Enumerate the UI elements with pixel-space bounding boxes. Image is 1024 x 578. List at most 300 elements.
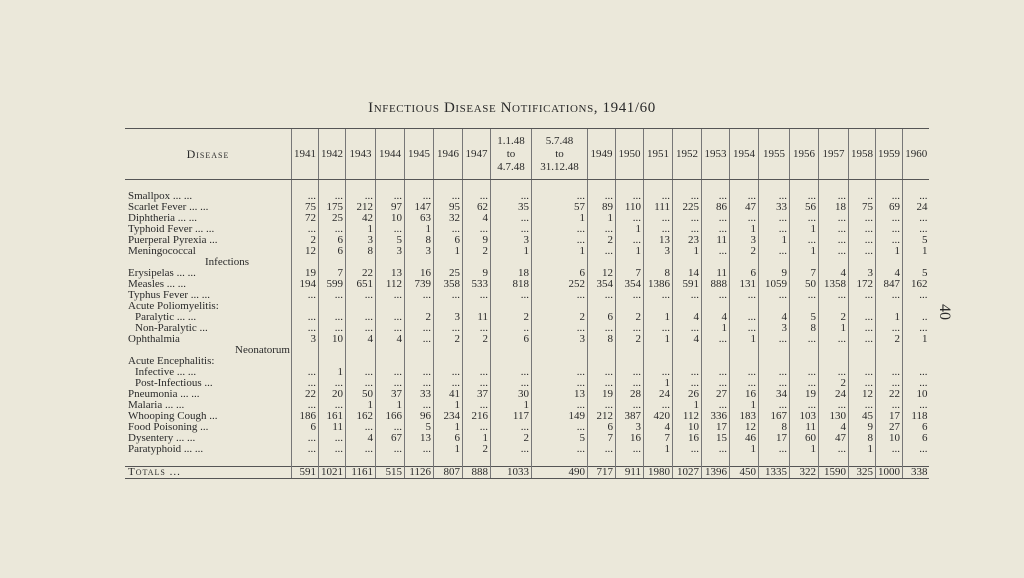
count-cell: ... bbox=[345, 378, 375, 389]
count-cell: 13 bbox=[531, 389, 587, 400]
count-cell bbox=[345, 257, 375, 268]
count-cell: 1 bbox=[643, 378, 672, 389]
count-cell: ... bbox=[615, 191, 643, 202]
count-cell: ... bbox=[462, 323, 490, 334]
count-cell: 14 bbox=[672, 268, 701, 279]
count-cell: 1 bbox=[615, 224, 643, 235]
count-cell: ... bbox=[490, 213, 531, 224]
count-cell: 6 bbox=[531, 268, 587, 279]
count-cell: 3 bbox=[848, 268, 875, 279]
count-cell: 4 bbox=[701, 312, 729, 323]
count-cell: ... bbox=[318, 323, 345, 334]
count-cell: ... bbox=[490, 224, 531, 235]
table-row bbox=[125, 323, 929, 334]
count-cell: 4 bbox=[672, 334, 701, 345]
count-cell bbox=[345, 356, 375, 367]
count-cell: ... bbox=[818, 235, 848, 246]
count-cell bbox=[404, 356, 433, 367]
disease-name: Paratyphoid ... ... bbox=[128, 444, 204, 455]
count-cell: ... bbox=[587, 378, 615, 389]
count-cell: ... bbox=[758, 213, 789, 224]
count-cell: 6 bbox=[490, 334, 531, 345]
column-header-year: 1.1.48 to 4.7.48 bbox=[490, 129, 531, 180]
count-cell: ... bbox=[345, 290, 375, 301]
disease-name: Infective ... ... bbox=[135, 367, 197, 378]
count-cell: 27 bbox=[701, 389, 729, 400]
count-cell: ... bbox=[902, 290, 929, 301]
column-header-disease: Disease bbox=[125, 129, 291, 180]
count-cell: 450 bbox=[729, 467, 758, 479]
count-cell: 111 bbox=[643, 202, 672, 213]
count-cell: ... bbox=[318, 400, 345, 411]
count-cell: 13 bbox=[643, 235, 672, 246]
count-cell: ... bbox=[875, 323, 902, 334]
count-cell: ... bbox=[848, 334, 875, 345]
count-cell bbox=[789, 301, 818, 312]
count-cell: ... bbox=[789, 290, 818, 301]
disease-name: Smallpox ... ... bbox=[128, 191, 193, 202]
count-cell: 162 bbox=[902, 279, 929, 290]
count-cell: ... bbox=[462, 224, 490, 235]
table-row bbox=[125, 213, 929, 224]
count-cell: 4 bbox=[672, 312, 701, 323]
table-spacer-row bbox=[125, 180, 929, 192]
count-cell: 1 bbox=[318, 367, 345, 378]
table-row bbox=[125, 356, 929, 367]
table-row bbox=[125, 367, 929, 378]
count-cell: ... bbox=[701, 400, 729, 411]
count-cell: 8 bbox=[789, 323, 818, 334]
count-cell: 1 bbox=[789, 246, 818, 257]
count-cell bbox=[818, 301, 848, 312]
count-cell: 1386 bbox=[643, 279, 672, 290]
count-cell: 166 bbox=[375, 411, 404, 422]
count-cell: 19 bbox=[789, 389, 818, 400]
count-cell: ... bbox=[404, 191, 433, 202]
count-cell: 37 bbox=[462, 389, 490, 400]
count-cell: 162 bbox=[345, 411, 375, 422]
count-cell: 131 bbox=[729, 279, 758, 290]
count-cell: 8 bbox=[848, 433, 875, 444]
count-cell: 1 bbox=[615, 246, 643, 257]
count-cell: ... bbox=[672, 323, 701, 334]
count-cell: 1 bbox=[643, 312, 672, 323]
count-cell: 12 bbox=[848, 389, 875, 400]
count-cell: ... bbox=[318, 290, 345, 301]
count-cell bbox=[758, 301, 789, 312]
count-cell bbox=[318, 257, 345, 268]
disease-name: Scarlet Fever ... ... bbox=[128, 202, 209, 213]
count-cell: 47 bbox=[818, 433, 848, 444]
count-cell: 130 bbox=[818, 411, 848, 422]
count-cell: ... bbox=[729, 378, 758, 389]
count-cell bbox=[701, 257, 729, 268]
table-row bbox=[125, 257, 929, 268]
count-cell: 32 bbox=[433, 213, 462, 224]
count-cell: ... bbox=[404, 378, 433, 389]
count-cell: 6 bbox=[902, 433, 929, 444]
count-cell: ... bbox=[345, 312, 375, 323]
page-number: 40 bbox=[936, 304, 953, 320]
count-cell: 1000 bbox=[875, 467, 902, 479]
table-row bbox=[125, 312, 929, 323]
count-cell bbox=[462, 345, 490, 356]
count-cell: 18 bbox=[490, 268, 531, 279]
count-cell: ... bbox=[291, 290, 318, 301]
count-cell: ... bbox=[615, 444, 643, 455]
count-cell: 4 bbox=[758, 312, 789, 323]
count-cell: 3 bbox=[345, 235, 375, 246]
count-cell: ... bbox=[701, 191, 729, 202]
count-cell: ... bbox=[758, 191, 789, 202]
count-cell: ... bbox=[818, 400, 848, 411]
count-cell: ... bbox=[404, 323, 433, 334]
count-cell: 26 bbox=[672, 389, 701, 400]
count-cell bbox=[404, 301, 433, 312]
disease-name: Acute Poliomyelitis: bbox=[128, 301, 219, 312]
count-cell bbox=[587, 257, 615, 268]
count-cell: ... bbox=[587, 400, 615, 411]
count-cell: 3 bbox=[531, 334, 587, 345]
count-cell: 50 bbox=[789, 279, 818, 290]
column-header-year: 1943 bbox=[345, 129, 375, 180]
count-cell: ... bbox=[701, 224, 729, 235]
count-cell: 19 bbox=[291, 268, 318, 279]
count-cell: 1 bbox=[758, 235, 789, 246]
count-cell: ... bbox=[818, 444, 848, 455]
count-cell bbox=[291, 257, 318, 268]
column-header-year: 1946 bbox=[433, 129, 462, 180]
count-cell: 17 bbox=[758, 433, 789, 444]
count-cell: ... bbox=[345, 191, 375, 202]
count-cell: 34 bbox=[758, 389, 789, 400]
table-row bbox=[125, 411, 929, 422]
count-cell: 110 bbox=[615, 202, 643, 213]
count-cell: 75 bbox=[848, 202, 875, 213]
count-cell bbox=[615, 301, 643, 312]
count-cell: 2 bbox=[587, 235, 615, 246]
count-cell: ... bbox=[615, 367, 643, 378]
count-cell: ... bbox=[643, 224, 672, 235]
count-cell: 1 bbox=[345, 400, 375, 411]
count-cell bbox=[531, 356, 587, 367]
count-cell: ... bbox=[291, 323, 318, 334]
count-cell bbox=[701, 301, 729, 312]
count-cell: 10 bbox=[318, 334, 345, 345]
count-cell bbox=[818, 257, 848, 268]
count-cell: 1 bbox=[902, 334, 929, 345]
count-cell: ... bbox=[643, 400, 672, 411]
count-cell: 1 bbox=[433, 246, 462, 257]
count-cell: 56 bbox=[789, 202, 818, 213]
count-cell: 7 bbox=[318, 268, 345, 279]
count-cell: ... bbox=[490, 290, 531, 301]
count-cell: ... bbox=[433, 191, 462, 202]
count-cell: ... bbox=[291, 312, 318, 323]
count-cell: 11 bbox=[789, 422, 818, 433]
table-row bbox=[125, 246, 929, 257]
count-cell: 7 bbox=[789, 268, 818, 279]
count-cell: ... bbox=[531, 290, 587, 301]
disease-name: Typhoid Fever ... ... bbox=[128, 224, 215, 235]
count-cell: 1033 bbox=[490, 467, 531, 479]
count-cell bbox=[291, 301, 318, 312]
count-cell: ... bbox=[615, 400, 643, 411]
count-cell: ... bbox=[848, 235, 875, 246]
count-cell: 1 bbox=[345, 224, 375, 235]
disease-name: Typhus Fever ... ... bbox=[128, 290, 211, 301]
column-header-year: 1941 bbox=[291, 129, 318, 180]
count-cell bbox=[531, 345, 587, 356]
table-row bbox=[125, 378, 929, 389]
count-cell: ... bbox=[848, 290, 875, 301]
count-cell bbox=[587, 345, 615, 356]
count-cell: ... bbox=[404, 400, 433, 411]
count-cell: 33 bbox=[758, 202, 789, 213]
count-cell: ... bbox=[615, 323, 643, 334]
count-cell: 50 bbox=[345, 389, 375, 400]
table-row bbox=[125, 444, 929, 455]
count-cell bbox=[875, 356, 902, 367]
count-cell: ... bbox=[531, 235, 587, 246]
count-cell: 1161 bbox=[345, 467, 375, 479]
count-cell: 117 bbox=[490, 411, 531, 422]
count-cell: 103 bbox=[789, 411, 818, 422]
count-cell: 2 bbox=[531, 312, 587, 323]
count-cell: ... bbox=[531, 422, 587, 433]
count-cell: 1 bbox=[875, 312, 902, 323]
count-cell bbox=[643, 345, 672, 356]
count-cell: ... bbox=[291, 444, 318, 455]
count-cell: 20 bbox=[318, 389, 345, 400]
count-cell bbox=[433, 345, 462, 356]
count-cell: 1021 bbox=[318, 467, 345, 479]
count-cell: ... bbox=[818, 224, 848, 235]
disease-name: Ophthalmia bbox=[128, 334, 180, 345]
count-cell: 22 bbox=[291, 389, 318, 400]
count-cell bbox=[729, 345, 758, 356]
count-cell: 69 bbox=[875, 202, 902, 213]
count-cell: 3 bbox=[643, 246, 672, 257]
count-cell bbox=[672, 257, 701, 268]
count-cell: ... bbox=[818, 290, 848, 301]
count-cell: ... bbox=[672, 367, 701, 378]
column-header-year: 1953 bbox=[701, 129, 729, 180]
count-cell: ... bbox=[848, 246, 875, 257]
count-cell: ... bbox=[587, 444, 615, 455]
disease-name: Measles ... ... bbox=[128, 279, 187, 290]
count-cell: ... bbox=[875, 378, 902, 389]
table-row bbox=[125, 191, 929, 202]
count-cell: 358 bbox=[433, 279, 462, 290]
count-cell: 7 bbox=[643, 433, 672, 444]
count-cell: ... bbox=[818, 191, 848, 202]
count-cell bbox=[789, 257, 818, 268]
count-cell bbox=[848, 301, 875, 312]
count-cell: ... bbox=[902, 400, 929, 411]
count-cell: 11 bbox=[462, 312, 490, 323]
count-cell: 27 bbox=[875, 422, 902, 433]
count-cell: 45 bbox=[848, 411, 875, 422]
count-cell: ... bbox=[902, 213, 929, 224]
count-cell: ... bbox=[729, 191, 758, 202]
disease-name: Acute Encephalitis: bbox=[128, 356, 215, 367]
disease-name: Totals ... bbox=[125, 467, 291, 479]
count-cell bbox=[902, 345, 929, 356]
table-row bbox=[125, 290, 929, 301]
count-cell: ... bbox=[531, 191, 587, 202]
table-row bbox=[125, 268, 929, 279]
count-cell: ... bbox=[758, 400, 789, 411]
count-cell: 4 bbox=[875, 268, 902, 279]
count-cell: 6 bbox=[902, 422, 929, 433]
count-cell: ... bbox=[375, 367, 404, 378]
count-cell bbox=[875, 257, 902, 268]
count-cell: ... bbox=[818, 367, 848, 378]
count-cell: ... bbox=[789, 378, 818, 389]
count-cell: ... bbox=[404, 367, 433, 378]
count-cell: 1 bbox=[672, 400, 701, 411]
count-cell: ... bbox=[490, 191, 531, 202]
count-cell: 5 bbox=[902, 235, 929, 246]
count-cell: ... bbox=[902, 191, 929, 202]
count-cell bbox=[902, 301, 929, 312]
count-cell: 9 bbox=[758, 268, 789, 279]
count-cell: 6 bbox=[291, 422, 318, 433]
count-cell: ... bbox=[789, 400, 818, 411]
count-cell: 651 bbox=[345, 279, 375, 290]
count-cell: ... bbox=[345, 323, 375, 334]
count-cell: ... bbox=[875, 224, 902, 235]
count-cell: ... bbox=[291, 367, 318, 378]
count-cell: ... bbox=[375, 422, 404, 433]
count-cell: 16 bbox=[404, 268, 433, 279]
count-cell: 172 bbox=[848, 279, 875, 290]
disease-name: Malaria ... ... bbox=[128, 400, 185, 411]
count-cell: ... bbox=[875, 400, 902, 411]
count-cell: 322 bbox=[789, 467, 818, 479]
count-cell: 5 bbox=[531, 433, 587, 444]
column-header-year: 1959 bbox=[875, 129, 902, 180]
count-cell bbox=[848, 345, 875, 356]
disease-name: Post-Infectious ... bbox=[135, 378, 213, 389]
count-cell: ... bbox=[345, 444, 375, 455]
column-header-year: 1951 bbox=[643, 129, 672, 180]
count-cell: 1 bbox=[462, 433, 490, 444]
count-cell: 325 bbox=[848, 467, 875, 479]
count-cell bbox=[375, 356, 404, 367]
disease-name: Erysipelas ... ... bbox=[128, 268, 196, 279]
count-cell: 5 bbox=[375, 235, 404, 246]
count-cell: ... bbox=[531, 444, 587, 455]
table-row bbox=[125, 279, 929, 290]
count-cell: 118 bbox=[902, 411, 929, 422]
count-cell: ... bbox=[701, 444, 729, 455]
count-cell: 1 bbox=[643, 444, 672, 455]
count-cell: 7 bbox=[615, 268, 643, 279]
count-cell: ... bbox=[615, 235, 643, 246]
count-cell: 2 bbox=[490, 312, 531, 323]
count-cell: 2 bbox=[818, 312, 848, 323]
column-header-year: 5.7.48 to 31.12.48 bbox=[531, 129, 587, 180]
count-cell: ... bbox=[902, 444, 929, 455]
count-cell bbox=[615, 356, 643, 367]
count-cell: 4 bbox=[345, 334, 375, 345]
count-cell: 23 bbox=[672, 235, 701, 246]
count-cell: 7 bbox=[587, 433, 615, 444]
count-cell: ... bbox=[587, 224, 615, 235]
count-cell: 591 bbox=[291, 467, 318, 479]
count-cell: 1 bbox=[789, 224, 818, 235]
count-cell: 4 bbox=[375, 334, 404, 345]
count-cell bbox=[818, 345, 848, 356]
count-cell: 16 bbox=[729, 389, 758, 400]
count-cell: ... bbox=[375, 290, 404, 301]
count-cell: 6 bbox=[587, 312, 615, 323]
count-cell: 338 bbox=[902, 467, 929, 479]
count-cell: 212 bbox=[345, 202, 375, 213]
count-cell: 1 bbox=[643, 334, 672, 345]
count-cell: 591 bbox=[672, 279, 701, 290]
count-cell: 13 bbox=[375, 268, 404, 279]
count-cell bbox=[587, 301, 615, 312]
count-cell: ... bbox=[318, 378, 345, 389]
count-cell: 30 bbox=[490, 389, 531, 400]
disease-name: Neonatorum bbox=[235, 345, 290, 356]
column-header-year: 1958 bbox=[848, 129, 875, 180]
count-cell: 4 bbox=[643, 422, 672, 433]
count-cell: ... bbox=[587, 246, 615, 257]
count-cell: ... bbox=[789, 213, 818, 224]
count-cell bbox=[587, 356, 615, 367]
count-cell: ... bbox=[433, 290, 462, 301]
column-header-year: 1950 bbox=[615, 129, 643, 180]
disease-name: Non-Paralytic ... bbox=[135, 323, 208, 334]
count-cell: ... bbox=[643, 213, 672, 224]
count-cell: ... bbox=[291, 433, 318, 444]
count-cell: ... bbox=[902, 378, 929, 389]
count-cell: 24 bbox=[902, 202, 929, 213]
count-cell: 6 bbox=[318, 246, 345, 257]
count-cell bbox=[701, 345, 729, 356]
count-cell: ... bbox=[789, 191, 818, 202]
count-cell: ... bbox=[902, 224, 929, 235]
count-cell: 89 bbox=[587, 202, 615, 213]
count-cell: 1126 bbox=[404, 467, 433, 479]
count-cell: 8 bbox=[758, 422, 789, 433]
disease-name: Pneumonia ... ... bbox=[128, 389, 200, 400]
count-cell: ... bbox=[701, 334, 729, 345]
count-cell: ... bbox=[490, 378, 531, 389]
count-cell: ... bbox=[701, 290, 729, 301]
count-cell: 1059 bbox=[758, 279, 789, 290]
count-cell bbox=[643, 257, 672, 268]
count-cell: 22 bbox=[875, 389, 902, 400]
count-cell: 818 bbox=[490, 279, 531, 290]
count-cell: ... bbox=[291, 400, 318, 411]
count-cell bbox=[531, 301, 587, 312]
count-cell: 112 bbox=[375, 279, 404, 290]
count-cell bbox=[672, 301, 701, 312]
count-cell bbox=[433, 356, 462, 367]
count-cell: 911 bbox=[615, 467, 643, 479]
count-cell: 515 bbox=[375, 467, 404, 479]
count-cell: ... bbox=[758, 224, 789, 235]
count-cell: 1335 bbox=[758, 467, 789, 479]
table-row bbox=[125, 202, 929, 213]
count-cell bbox=[758, 345, 789, 356]
count-cell: ... bbox=[404, 444, 433, 455]
